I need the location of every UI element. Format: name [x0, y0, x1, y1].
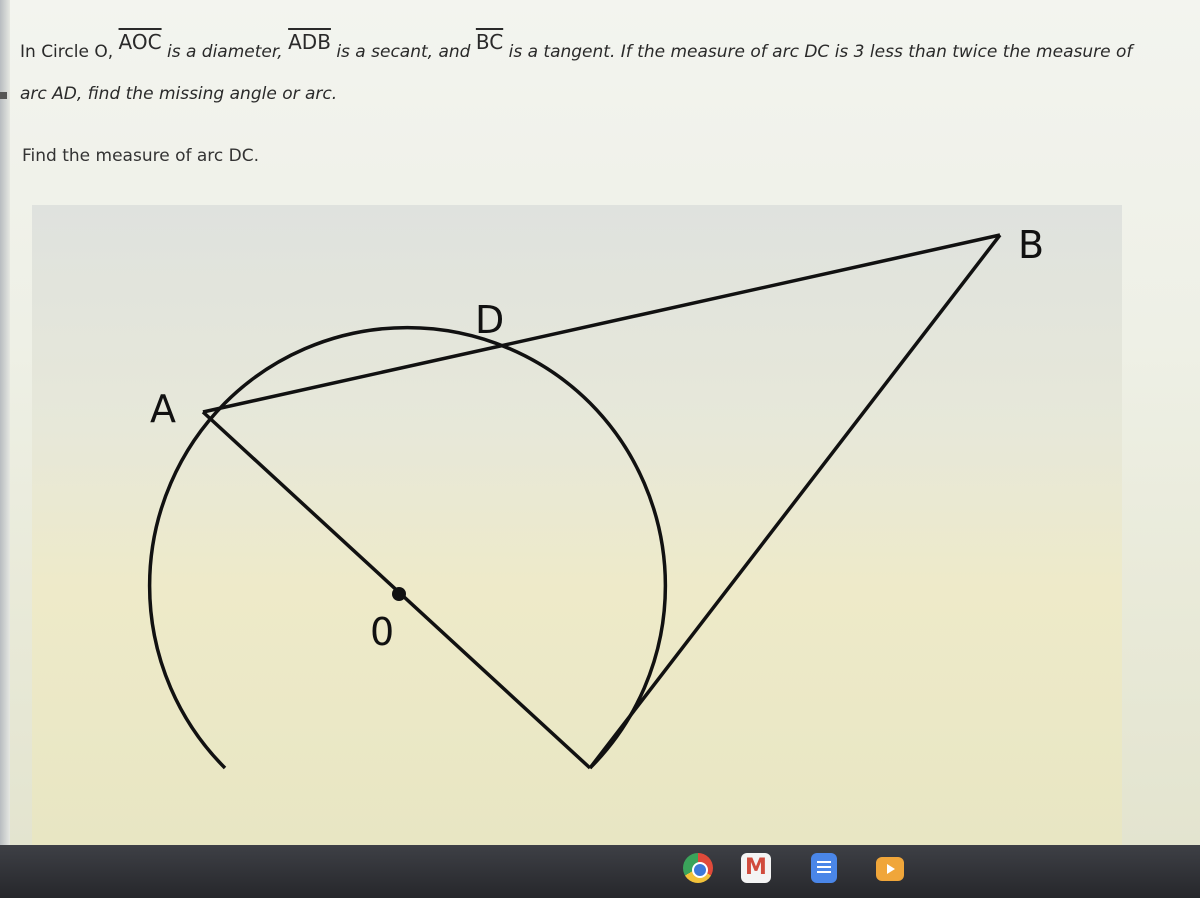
chrome-icon[interactable] [683, 853, 713, 883]
segment-aoc: AOC [118, 30, 162, 54]
question-text-3: is a secant, and [330, 42, 471, 62]
secant-adb [203, 235, 1000, 412]
label-o: 0 [370, 610, 395, 654]
gmail-icon[interactable] [741, 853, 771, 883]
label-a: A [150, 387, 176, 431]
label-d: D [475, 298, 505, 342]
taskbar [0, 845, 1200, 898]
label-b: B [1018, 223, 1045, 267]
question-text-2: is a diameter, [161, 42, 283, 62]
question-text-4: is a tangent. If the measure of arc DC is 3 less than twice the measure of [503, 42, 1133, 62]
segment-adb: ADB [288, 30, 331, 54]
question-line-2: arc AD, find the missing angle or arc. [20, 84, 338, 104]
gmail-glyph: M [745, 855, 767, 880]
segment-bc: BC [475, 30, 504, 54]
docs-icon[interactable] [811, 853, 837, 883]
center-point-o [392, 587, 406, 601]
prompt-text: Find the measure of arc DC. [22, 146, 260, 166]
question-text-1: In Circle O, [20, 42, 114, 62]
slides-icon[interactable] [876, 857, 904, 881]
circle-o [150, 328, 666, 768]
